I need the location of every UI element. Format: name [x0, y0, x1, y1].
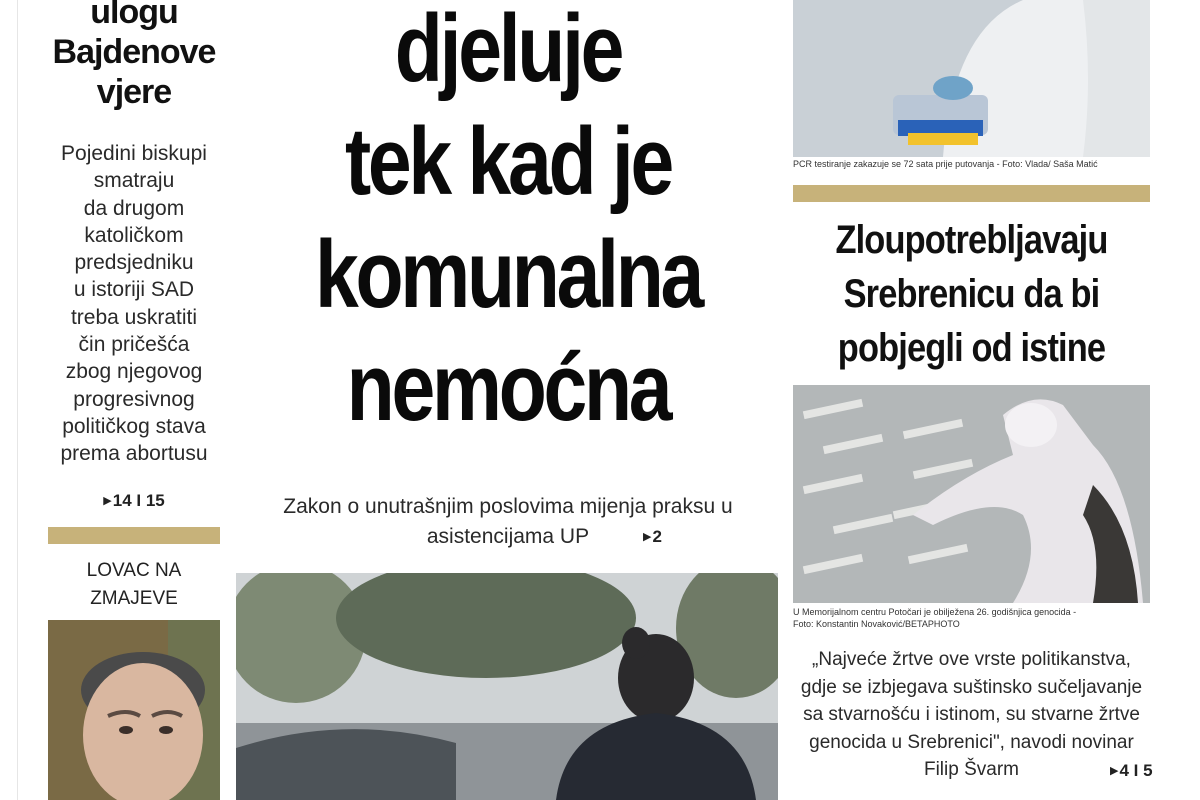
- main-subheadline: [238, 492, 778, 552]
- quote-line: Filip Švarm: [923, 759, 1019, 780]
- left-body-line: političkog stava: [62, 414, 206, 438]
- memorial-photo-caption: [793, 606, 1150, 630]
- triangle-right-icon: ▶: [103, 495, 112, 507]
- right-title-line: pobjegli od istine: [837, 326, 1106, 370]
- left-page-ref-text: 14 I 15: [112, 491, 165, 510]
- left-body-line: da drugom: [83, 196, 185, 220]
- memorial-photo-illustration: [793, 385, 1150, 603]
- right-article-quote: [793, 646, 1153, 784]
- left-body-line: u istoriji SAD: [73, 278, 195, 302]
- headline-line: nemoćna: [346, 334, 670, 441]
- kicker-line: LOVAC NA: [86, 560, 182, 581]
- right-title-line: Srebrenicu da bi: [843, 272, 1100, 316]
- left-body-line: treba uskratiti: [70, 305, 198, 329]
- left-body-line: čin pričešća: [78, 333, 190, 357]
- top-right-photo-illustration: [793, 0, 1150, 157]
- main-photo-illustration: [236, 573, 778, 800]
- caption-line: Foto: Konstantin Novaković/BETAPHOTO: [793, 619, 960, 629]
- triangle-right-icon: ▶: [1110, 765, 1119, 777]
- main-headline[interactable]: [238, 0, 778, 444]
- left-column: [45, 0, 223, 800]
- page-edge-left: [0, 0, 18, 800]
- section-divider-bar: [48, 527, 220, 544]
- left-article-summary: [45, 140, 223, 468]
- top-right-photo[interactable]: [793, 0, 1150, 157]
- left-page-reference[interactable]: [45, 491, 223, 511]
- triangle-right-icon: ▶: [643, 531, 652, 543]
- left-title-line: Bajdenove: [52, 33, 216, 71]
- left-title-line: vjere: [96, 73, 172, 111]
- left-body-line: smatraju: [93, 169, 175, 193]
- portrait-illustration: [48, 620, 220, 800]
- center-page-reference[interactable]: [643, 527, 662, 547]
- headline-line: komunalna: [314, 221, 702, 328]
- caption-line: PCR testiranje zakazuje se 72 sata prije putovanja - Foto: Vlada/ Saša Matić: [793, 159, 1098, 169]
- memorial-photo[interactable]: [793, 385, 1150, 603]
- left-body-line: zbog njegovog: [65, 360, 203, 384]
- right-title-line: Zloupotrebljavaju: [835, 218, 1108, 262]
- kicker-line: ZMAJEVE: [90, 588, 178, 609]
- left-title-line: ulogu: [90, 0, 178, 31]
- left-kicker[interactable]: [45, 557, 223, 613]
- subheadline-line: asistencijama UP: [426, 525, 590, 548]
- caption-line: U Memorijalnom centru Potočari je obilježena 26. godišnjica genocida -: [793, 607, 1077, 617]
- right-page-ref-text: 4 I 5: [1119, 761, 1153, 780]
- center-page-ref-text: 2: [652, 527, 662, 546]
- quote-line: genocida u Srebrenici", navodi novinar: [809, 731, 1134, 753]
- left-body-line: Pojedini biskupi: [61, 142, 207, 165]
- subheadline-line: Zakon o unutrašnjim poslovima mijenja praksu u: [283, 495, 733, 518]
- left-article-title[interactable]: [45, 0, 223, 112]
- portrait-photo[interactable]: [48, 620, 220, 800]
- quote-line: sa stvarnošću i istinom, su stvarne žrtve: [803, 704, 1140, 725]
- left-body-line: progresivnog: [73, 387, 195, 411]
- headline-line: djeluje: [394, 0, 622, 102]
- main-photo[interactable]: [236, 573, 778, 800]
- left-body-line: predsjedniku: [74, 251, 194, 275]
- right-page-reference[interactable]: [1110, 761, 1153, 781]
- page-edge-right: [1172, 0, 1200, 800]
- right-article-title[interactable]: [793, 213, 1150, 375]
- left-body-line: katoličkom: [84, 223, 184, 247]
- headline-line: tek kad je: [344, 108, 672, 215]
- top-photo-caption: [793, 158, 1150, 170]
- section-divider-bar: [793, 185, 1150, 202]
- quote-line: gdje se izbjegava suštinsko sučeljavanje: [800, 676, 1143, 698]
- quote-line: „Najveće žrtve ove vrste politikanstva,: [812, 649, 1131, 670]
- left-body-line: prema abortusu: [60, 442, 208, 466]
